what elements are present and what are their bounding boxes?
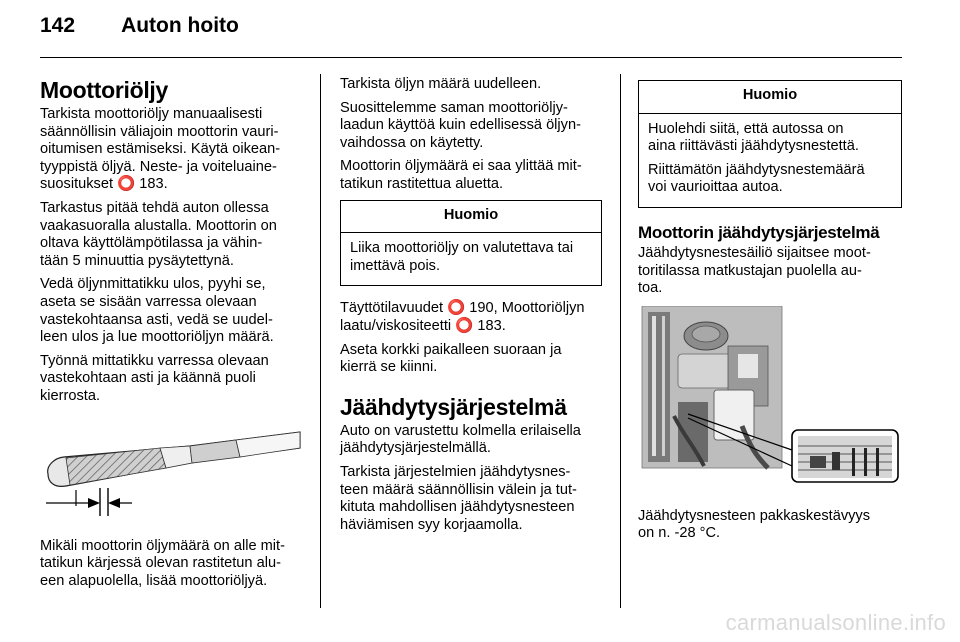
notice-title: Huomio — [341, 201, 601, 234]
paragraph: Moottorin öljymäärä ei saa ylittää mit- tatikun rastitettua aluetta. — [340, 158, 582, 192]
paragraph: Jäähdytysnestesäiliö sijaitsee moot- toritilassa matkustajan puolella au- toa. — [638, 244, 871, 297]
watermark: carmanualsonline.info — [725, 610, 946, 635]
paragraph: Tarkastus pitää tehdä auton ollessa vaakasuoralla alustalla. Moottorin on oltava käyttölämpötilassa ja vähin- tään 5 minuuttia pysäytettynä. — [40, 199, 277, 269]
notice-text: Huolehdi siitä, että autossa on aina riittävästi jäähdytysnestettä. — [648, 120, 859, 155]
paragraph: Auto on varustettu kolmella erilaisella jäähdytysjärjestelmällä. — [340, 422, 581, 457]
section-heading-engine-oil: Moottoriöljy — [40, 77, 168, 103]
dipstick-illustration — [40, 426, 302, 518]
page-header — [40, 14, 239, 38]
paragraph: Tarkista moottoriöljy manuaalisesti säännöllisin väliajoin moottorin vauri- oitumisen estämiseksi. Käytä oikean- tyyppistä öljyä. Neste- ja voiteluaine- suositukset ⭕ 183. — [40, 106, 281, 193]
column-1 — [40, 76, 310, 596]
paragraph: Mikäli moottorin öljymäärä on alle mit- tatikun kärjessä olevan rastitetun alu- een alapuolella, lisää moottoriöljyä. — [40, 537, 285, 589]
paragraph: Työnnä mittatikku varressa olevaan vastekohtaan asti ja käännä puoli kierrosta. — [40, 352, 269, 404]
subheading-engine-cooling: Moottorin jäähdytysjärjestelmä — [638, 222, 880, 242]
column-2 — [340, 76, 602, 540]
page-number: 142 — [40, 14, 76, 37]
notice-title: Huomio — [639, 81, 901, 114]
column-3 — [638, 76, 902, 549]
paragraph: Jäähdytysnesteen pakkaskestävyys on n. -28 °C. — [638, 507, 871, 542]
paragraph: Tarkista järjestelmien jäähdytysnes- teen määrä säännöllisin välein ja tut- kituta mahdollisen jäähdytysnesteen häviämisen syy korjaamolla. — [340, 463, 577, 533]
notice-text: Riittämätön jäähdytysnestemäärä voi vaurioittaa autoa. — [648, 161, 865, 196]
header-rule — [40, 57, 902, 58]
paragraph: Vedä öljynmittatikku ulos, pyyhi se, aseta se sisään varressa olevaan vastekohtaansa asti, vedä se uudel- leen ulos ja lue moottoriöljyn määrä. — [40, 276, 274, 346]
notice-text: Liika moottoriöljy on valutettava tai imettävä pois. — [350, 240, 574, 274]
notice-box — [638, 80, 902, 208]
paragraph: Täyttötilavuudet ⭕ 190, Moottoriöljyn laatu/viskositeetti ⭕ 183. — [340, 300, 585, 334]
paragraph: Aseta korkki paikalleen suoraan ja kierrä se kiinni. — [340, 341, 562, 376]
column-divider-2 — [620, 74, 621, 608]
paragraph: Suosittelemme saman moottoriöljy- laadun käyttöä kuin edellisessä öljyn- vaihdossa on käytetty. — [340, 99, 581, 151]
paragraph: Tarkista öljyn määrä uudelleen. — [340, 76, 542, 92]
coolant-reservoir-photo — [638, 306, 902, 484]
page-title: Auton hoito — [121, 14, 239, 37]
section-heading-cooling-system: Jäähdytysjärjestelmä — [340, 393, 567, 420]
notice-box — [340, 200, 602, 287]
column-divider-1 — [320, 74, 321, 608]
